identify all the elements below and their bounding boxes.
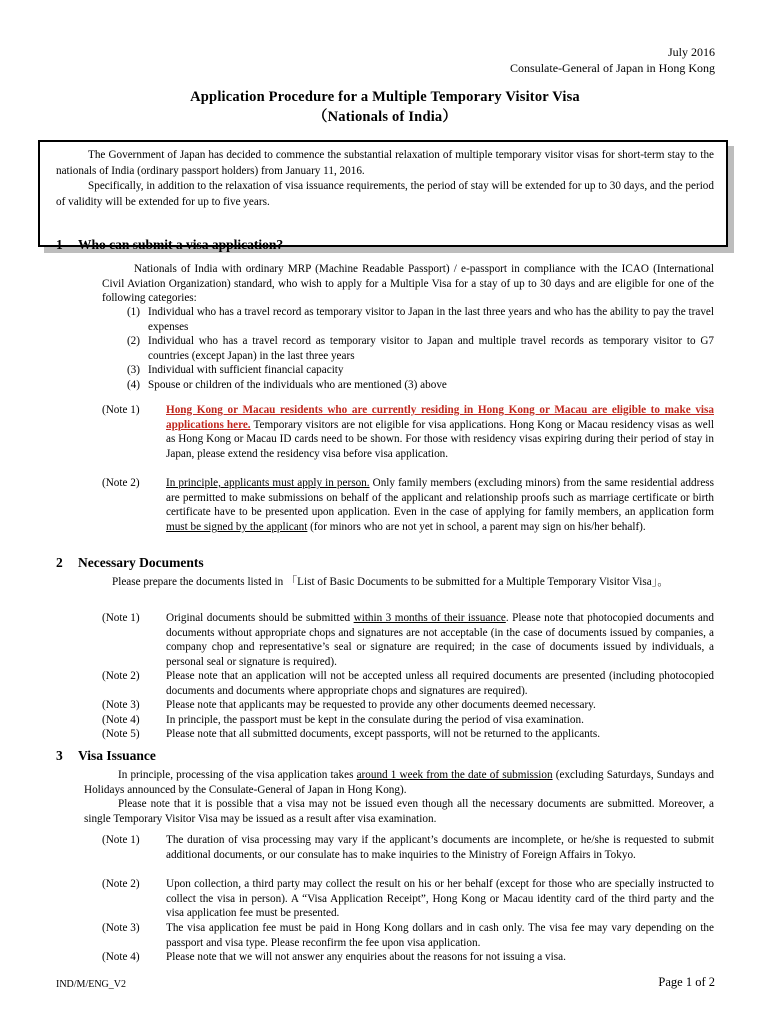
note-text: Upon collection, a third party may collect the result on his or her behalf (except for those who are specially instructed to collect the visa in person). A “Visa Application Receipt”, Hong Kong or Macau identity card of the third party and the visa application fee must be presented. [166,878,714,920]
note-label: (Note 2) [102,477,140,489]
section-1-note-2 [102,476,714,534]
paragraph-text: Please note that it is possible that a visa may not be issued even though all the necessary documents are submitted. Moreover, a single Temporary Visitor Visa may be issued as a result after visa examination. [84,798,714,825]
section-3-body [84,768,714,826]
note-text: The visa application fee must be paid in Hong Kong dollars and in cash only. The visa fee may vary depending on the passport and visa type. Please reconfirm the fee upon visa application. [166,922,714,949]
section-title: Visa Issuance [78,748,156,763]
underlined-text: around 1 week from the date of submission [356,769,553,781]
section-3-heading [56,749,156,764]
section-1-note-1 [102,403,714,461]
page-number: Page 1 of 2 [658,975,715,989]
underlined-text: In principle, applicants must apply in person. [166,477,370,489]
list-item [114,334,714,363]
note-text: Only family members (excluding minors) from the same residential address are permitted to make submissions on behalf of the applicant and relationship proofs such as marriage certificate or birth certificate have to be presented upon application. Even in the case of applying for family members, an application form [166,477,714,519]
section-title: Who can submit a visa application? [78,237,284,252]
note-text: Please note that we will not answer any enquiries about the reasons for not issuing a visa. [166,951,566,963]
section-2-heading [56,556,204,571]
section-number: 3 [56,748,63,763]
list-item-label: (2) [126,335,140,347]
note-label: (Note 2) [102,878,140,890]
note-label: (Note 3) [102,922,140,934]
list-item-label: (4) [126,379,140,391]
note-text: Please note that all submitted documents, except passports, will not be returned to the applicants. [166,728,601,740]
document-code: IND/M/ENG_V2 [56,979,126,990]
note-label: (Note 3) [102,699,140,711]
paragraph-text: In principle, processing of the visa application takes [118,769,357,781]
list-item-text: Spouse or children of the individuals who are mentioned (3) above [148,379,447,391]
section-3-note-4 [102,950,714,965]
list-item-text: Individual who has a travel record as temporary visitor to Japan in the last three years and who has the ability to pay the travel expenses [148,306,714,333]
section-2-intro [84,575,714,590]
page-title: Application Procedure for a Multiple Temporary Visitor Visa [190,89,580,105]
note-text: In principle, the passport must be kept in the consulate during the period of visa examination. [166,714,584,726]
section-2-note-3 [102,698,714,713]
underlined-text: within 3 months of their issuance [353,612,506,624]
list-item-text: Individual with sufficient financial capacity [148,364,344,376]
note-label: (Note 1) [102,404,140,416]
note-label: (Note 1) [102,612,140,624]
section-number: 1 [56,237,63,252]
section-number: 2 [56,555,63,570]
page-subtitle: （Nationals of India） [312,109,458,125]
section-title: Necessary Documents [78,555,204,570]
note-text: Please note that applicants may be requested to provide any other documents deemed necessary. [166,699,596,711]
note-text: Original documents should be submitted [166,612,354,624]
list-item-label: (1) [126,306,140,318]
list-item [114,363,714,378]
highlighted-notice: Hong Kong or Macau residents who are currently residing in Hong Kong or Macau are eligible to make visa applications here. [166,404,714,431]
section-2-note-4 [102,713,714,728]
list-item [114,305,714,334]
list-item-label: (3) [126,364,140,376]
section-1-heading [56,238,283,253]
note-label: (Note 1) [102,834,140,846]
section-1-intro-text: Nationals of India with ordinary MRP (Machine Readable Passport) / e-passport in compliance with the ICAO (International Civil Aviation Organization) standard, who wish to apply for a Multiple Visa for a stay of up to 30 days and are eligible for one of the following categories: [102,263,714,305]
section-2-note-2 [102,669,714,698]
list-item [114,378,714,393]
section-2-intro-text: Please prepare the documents listed in 「List of Basic Documents to be submitted for a Multiple Temporary Visitor Visa」。 [112,576,669,588]
intro-text [56,148,714,210]
note-label: (Note 4) [102,951,140,963]
note-text: . Please note that photocopied documents and documents without appropriate chops and signatures are not acceptable (in the case of documents issued by companies, a company chop and representative’s seal or signature are required; in the case of documents issued by individuals, a personal seal or signature is required). [166,612,714,668]
note-label: (Note 2) [102,670,140,682]
document-date: July 2016 [667,45,715,59]
section-2-note-1 [102,611,714,669]
category-list [114,305,714,395]
note-text: Temporary visitors are not eligible for visa applications. Hong Kong or Macau residency visas as well as Hong Kong or Macau ID cards need to be shown. For those with residency visas expiring during their period of stay in Japan, please extend the residency visa before visa application. [166,418,714,460]
list-item-text: Individual who has a travel record as temporary visitor to Japan and multiple travel records as temporary visitor to G7 countries (except Japan) in the last three years [148,335,714,362]
note-text: The duration of visa processing may vary if the applicant’s documents are incomplete, or he/she is requested to submit additional documents, or our consulate has to make inquiries to the Ministry of Foreign Affairs in Tokyo. [166,834,714,861]
section-2-note-5 [102,727,714,742]
note-text: (for minors who are not yet in school, a parent may sign on his/her behalf). [307,520,646,533]
section-3-note-1 [102,833,714,862]
issuing-office: Consulate-General of Japan in Hong Kong [510,61,715,75]
note-label: (Note 5) [102,728,140,740]
section-1-intro [102,262,714,306]
note-text: Please note that an application will not be accepted unless all required documents are presented (including photocopied documents and documents where appropriate chops and signatures are required). [166,670,714,697]
underlined-text: must be signed by the applicant [166,520,308,533]
section-3-note-2 [102,877,714,921]
paragraph-text: (excluding Saturdays, Sundays and Holidays announced by the Consulate-General of Japan in Hong Kong). [84,769,714,796]
section-3-note-3 [102,921,714,950]
intro-paragraph-2: Specifically, in addition to the relaxation of visa issuance requirements, the period of stay will be extended for up to 30 days, and the period of validity will be extended for up to five years. [56,180,714,208]
note-label: (Note 4) [102,714,140,726]
intro-paragraph-1: The Government of Japan has decided to commence the substantial relaxation of multiple temporary visitor visas for short-term stay to the nationals of India (ordinary passport holders) from January 11, 2016. [56,149,714,177]
